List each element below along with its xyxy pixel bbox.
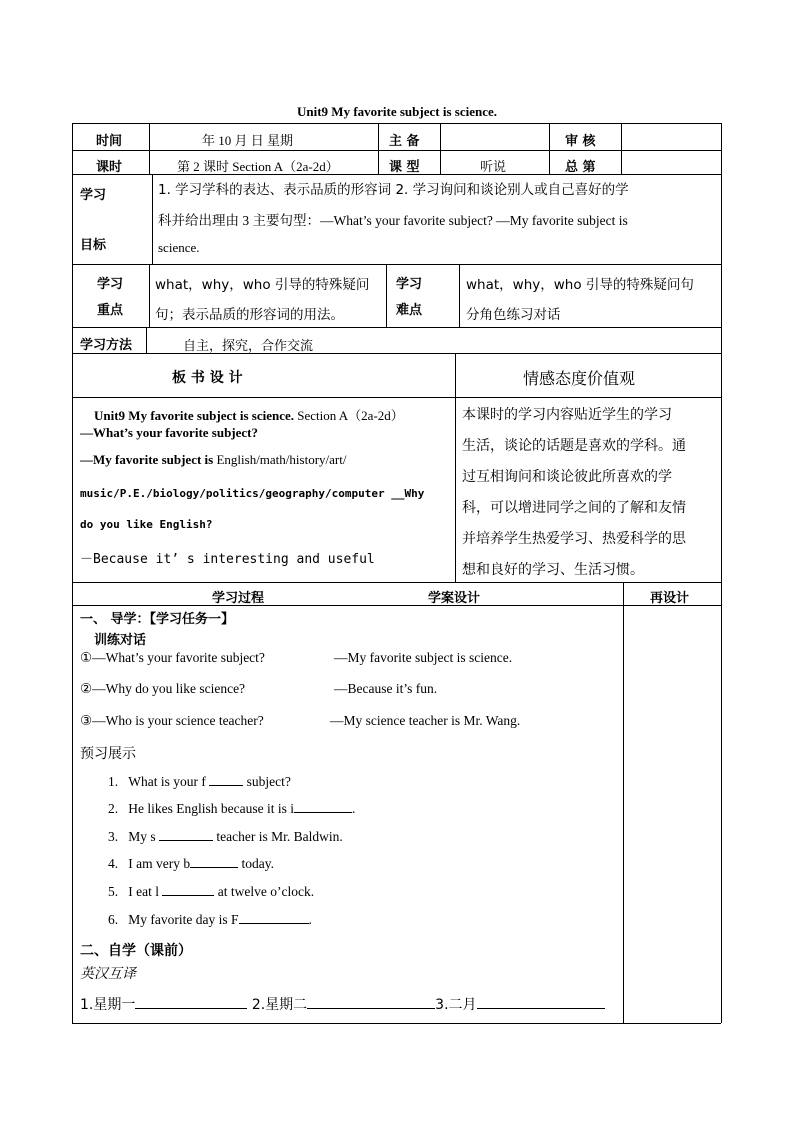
difficulty-label-top: 学习 — [396, 277, 423, 292]
values-text — [462, 400, 718, 586]
board-line-3: —My favorite subject is English/math/history/art/ — [80, 452, 347, 467]
values-line: 科，可以增进同学之间的了解和友情 — [462, 500, 686, 516]
vocab-blank[interactable] — [477, 994, 605, 1009]
preview-item-6: 6. My favorite day is F . — [108, 912, 312, 927]
section-1-heading: 一、 导学：【学习任务一】 — [80, 612, 235, 627]
total-label: 总 第 — [565, 160, 596, 175]
board-line-5: do you like English? — [80, 518, 213, 531]
dialogue-answer: —Because it’s fun. — [334, 681, 438, 696]
board-line-2: —What’s your favorite subject? — [80, 425, 259, 440]
goals-label-bottom: 目标 — [80, 238, 107, 253]
board-line-6: －Because it’ s interesting and useful — [80, 552, 375, 567]
preview-item-2: 2. He likes English because it is i . — [108, 801, 356, 816]
values-line: 本课时的学习内容贴近学生的学习 — [462, 407, 672, 423]
dialogue-question: ②—Why do you like science? — [80, 681, 246, 696]
document-title: Unit9 My favorite subject is science. — [296, 104, 497, 119]
difficulty-line-2: 分角色练习对话 — [466, 307, 561, 323]
answer-blank[interactable] — [159, 829, 213, 841]
preview-item-4: 4. I am very b today. — [108, 856, 274, 871]
practice-heading: 训练对话 — [94, 633, 147, 648]
values-line: 并培养学生热爱学习、热爱科学的思 — [462, 531, 686, 547]
vocab-label: 3.二月 — [435, 997, 477, 1013]
goals-line-3: science. — [158, 240, 200, 255]
time-value: 年 10 月 日 星期 — [202, 133, 294, 148]
board-line-1: Unit9 My favorite subject is science. Section A（2a-2d） — [94, 408, 404, 423]
preview-item-1: 1. What is your f subject? — [108, 774, 291, 789]
method-label: 学习方法 — [80, 338, 133, 353]
answer-blank[interactable] — [209, 774, 243, 786]
dialogue-question: ③—Who is your science teacher? — [80, 713, 264, 728]
dialogue-answer: —My favorite subject is science. — [334, 650, 513, 665]
focus-line-2: 句；表示品质的形容词的用法。 — [155, 307, 344, 323]
reviewer-label: 审 核 — [565, 134, 596, 149]
focus-label-top: 学习 — [97, 277, 124, 292]
answer-blank[interactable] — [294, 801, 352, 813]
goals-label-top: 学习 — [80, 188, 107, 203]
method-value: 自主，探究，合作交流 — [183, 339, 314, 354]
preview-heading: 预习展示 — [80, 746, 136, 762]
board-line-4: music/P.E./biology/politics/geography/computer __Why — [80, 487, 425, 500]
redesign-column-header: 再设计 — [650, 591, 690, 606]
values-line: 想和良好的学习、生活习惯。 — [462, 562, 644, 578]
lesson-value: 第 2 课时 Section A（2a-2d） — [177, 159, 339, 174]
vocab-label: 2.星期二 — [251, 997, 308, 1013]
values-heading: 情感态度价值观 — [523, 369, 636, 388]
values-line: 生活，谈论的话题是喜欢的学科。通 — [462, 438, 686, 454]
section-2-heading: 二、自学（课前） — [80, 943, 192, 959]
preview-item-3: 3. My s teacher is Mr. Baldwin. — [108, 829, 343, 844]
vocab-label: 1.星期一 — [80, 997, 136, 1013]
preparer-value — [442, 125, 547, 149]
vocab-row — [80, 994, 605, 1014]
focus-line-1: what，why，who 引导的特殊疑问 — [155, 277, 370, 293]
time-label: 时间 — [96, 134, 123, 149]
preparer-label: 主 备 — [389, 134, 420, 149]
difficulty-line-1: what，why，who 引导的特殊疑问句 — [466, 277, 694, 293]
dialogue-answer: —My science teacher is Mr. Wang. — [330, 713, 521, 728]
goals-line-1: 1. 学习学科的表达、表示品质的形容词 2. 学习询问和谈论别人或自己喜好的学 — [158, 182, 629, 198]
vocab-blank[interactable] — [307, 994, 435, 1009]
design-column-header: 学案设计 — [428, 591, 481, 606]
answer-blank[interactable] — [162, 884, 214, 896]
board-heading: 板 书 设 计 — [172, 370, 243, 386]
answer-blank[interactable] — [190, 856, 238, 868]
preview-item-5: 5. I eat l at twelve o’clock. — [108, 884, 315, 899]
lesson-label: 课时 — [96, 160, 123, 175]
translate-heading: 英汉互译 — [80, 966, 136, 982]
lesson-type-value: 听说 — [480, 160, 507, 175]
focus-label-bottom: 重点 — [97, 303, 124, 318]
difficulty-label-bottom: 难点 — [396, 303, 423, 318]
goals-line-2: 科并给出理由 3 主要句型：—What’s your favorite subject? —My favorite subject is — [158, 213, 628, 228]
values-line: 过互相询问和谈论彼此所喜欢的学 — [462, 469, 672, 485]
lesson-type-label: 课 型 — [389, 160, 420, 175]
answer-blank[interactable] — [239, 912, 309, 924]
dialogue-question: ①—What’s your favorite subject? — [80, 650, 265, 665]
vocab-blank[interactable] — [135, 994, 247, 1009]
process-column-header: 学习过程 — [212, 591, 265, 606]
